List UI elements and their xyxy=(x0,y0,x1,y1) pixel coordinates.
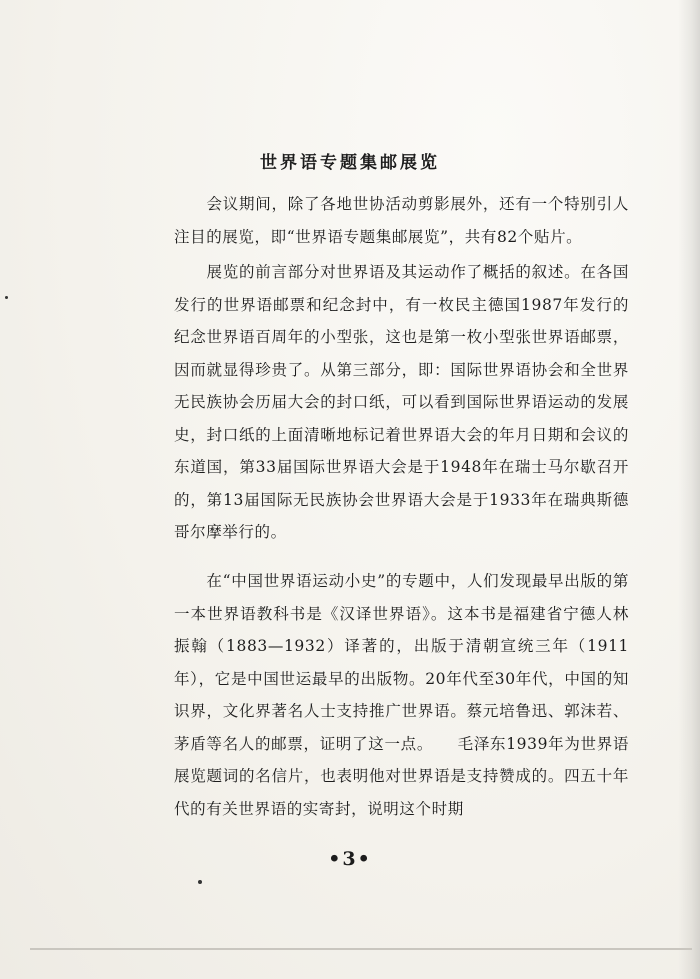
ink-speck xyxy=(198,880,202,884)
paragraph-1: 会议期间，除了各地世协活动剪影展外，还有一个特别引人注目的展览，即“世界语专题集邮展览”，共有82个贴片。 xyxy=(174,195,629,246)
paragraph-2: 展览的前言部分对世界语及其运动作了概括的叙述。在各国发行的世界语邮票和纪念封中，有一枚民主德国1987年发行的纪念世界语百周年的小型张，这也是第一枚小型张世界语邮票，因而就显得珍贵了。从第三部分，即：国际世界语协会和全世界无民族协会历届大会的封口纸，可以看到国际世界语运动的发展史，封口纸的上面清晰地标记着世界语大会的年月日期和会议的东道国，第33届国际世界语大会是于1948年在瑞士马尔歇召开的，第13届国际无民族协会世界语大会是于1933年在瑞典斯德哥尔摩举行的。 xyxy=(174,263,629,541)
ink-speck xyxy=(5,296,8,299)
page-edge-shadow xyxy=(678,0,700,979)
page-number: •3• xyxy=(328,848,372,870)
paragraph-3: 在“中国世界语运动小史”的专题中，人们发现最早出版的第一本世界语教科书是《汉译世界语》。这本书是福建省宁德人林振翰（1883—1932）译著的，出版于清朝宣统三年（1911年），它是中国世运最早的出版物。20年代至30年代，中国的知识界，文化界著名人士支持推广世界语。蔡元培鲁迅、郭沫若、茅盾等名人的邮票，证明了这一点。 毛泽东1939年为世界语展览题词的名信片，也表明他对世界语是支持赞成的。四五十年代的有关世界语的实寄封，说明这个时期 xyxy=(174,572,629,818)
document-title: 世界语专题集邮展览 xyxy=(260,153,440,173)
page-bottom-edge xyxy=(30,948,692,950)
